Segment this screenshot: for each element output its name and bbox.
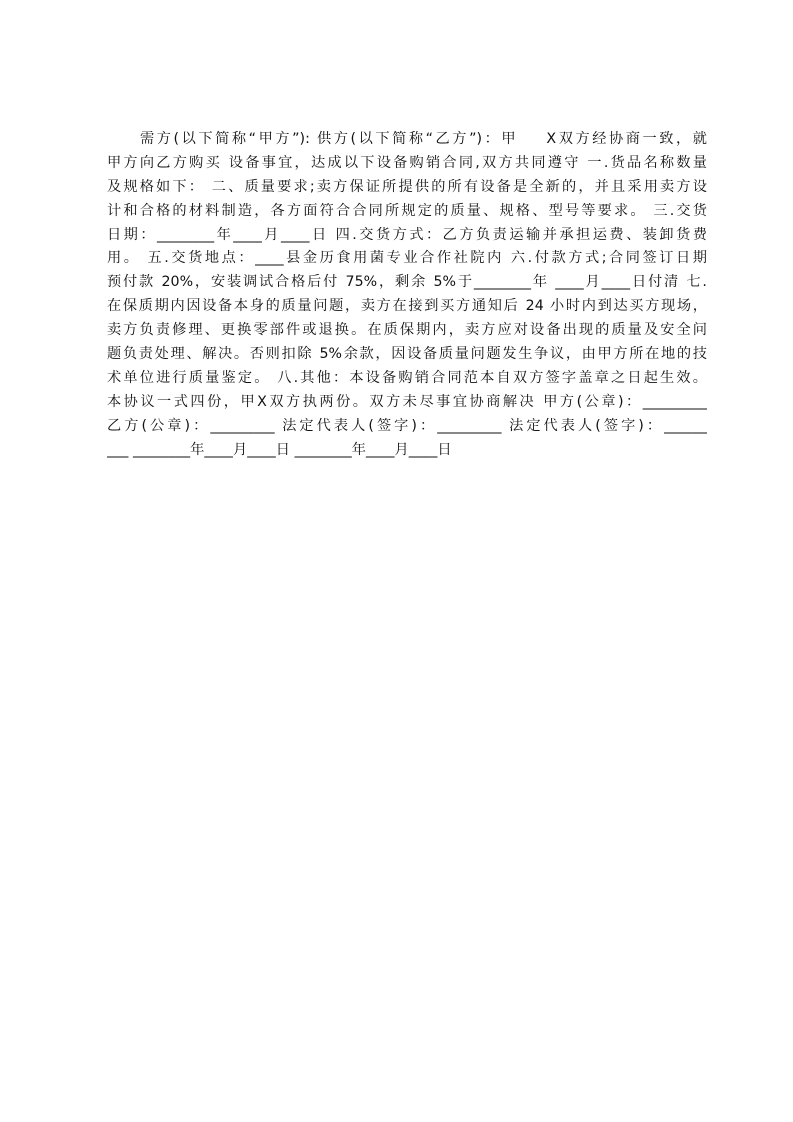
paragraph-line-12: 本协议一式四份，甲X双方执两份。双方未尽事宜协商解决 甲方(公章)：_________ (107, 393, 707, 410)
paragraph-line-5: 日期：________年____月____日 四.交货方式：乙方负责运输并承担运费、装卸货费 (107, 226, 707, 243)
paragraph-line-4: 计和合格的材料制造，各方面符合合同所规定的质量、规格、型号等要求。 三.交货 (107, 202, 707, 219)
paragraph-line-8: 在保质期内因设备本身的质量问题，卖方在接到买方通知后 24 小时内到达买方现场， (107, 298, 707, 315)
paragraph-line-9: 卖方负责修理、更换零部件或退换。在质保期内，卖方应对设备出现的质量及安全问 (107, 322, 707, 339)
paragraph-line-1: 需方(以下简称“甲方”): 供方(以下简称“乙方”)：甲 X双方经协商一致，就 (140, 131, 707, 147)
paragraph-line-2: 甲方向乙方购买 设备事宜，达成以下设备购销合同,双方共同遵守 一.货品名称数量 (107, 154, 707, 171)
paragraph-line-3: 及规格如下： 二、质量要求;卖方保证所提供的所有设备是全新的，并且采用卖方设 (107, 178, 707, 195)
contract-body (107, 128, 707, 462)
paragraph-line-6: 用。 五.交货地点：____县金历食用菌专业合作社院内 六.付款方式;合同签订日期 (107, 250, 707, 267)
paragraph-line-7: 预付款 20%，安装调试合格后付 75%，剩余 5%于________年 ____月____日付清 七. (107, 274, 707, 291)
paragraph-line-10: 题负责处理、解决。否则扣除 5%余款，因设备质量问题发生争议，由甲方所在地的技 (107, 346, 707, 363)
paragraph-line-13: 乙方(公章)：_________ 法定代表人(签字)：_________ 法定代表人(签字)：______ (107, 417, 707, 434)
paragraph-line-11: 术单位进行质量鉴定。 八.其他：本设备购销合同范本自双方签字盖章之日起生效。 (107, 369, 707, 386)
paragraph-line-14: ___ ________年____月____日 ________年____月____日 (107, 441, 452, 458)
